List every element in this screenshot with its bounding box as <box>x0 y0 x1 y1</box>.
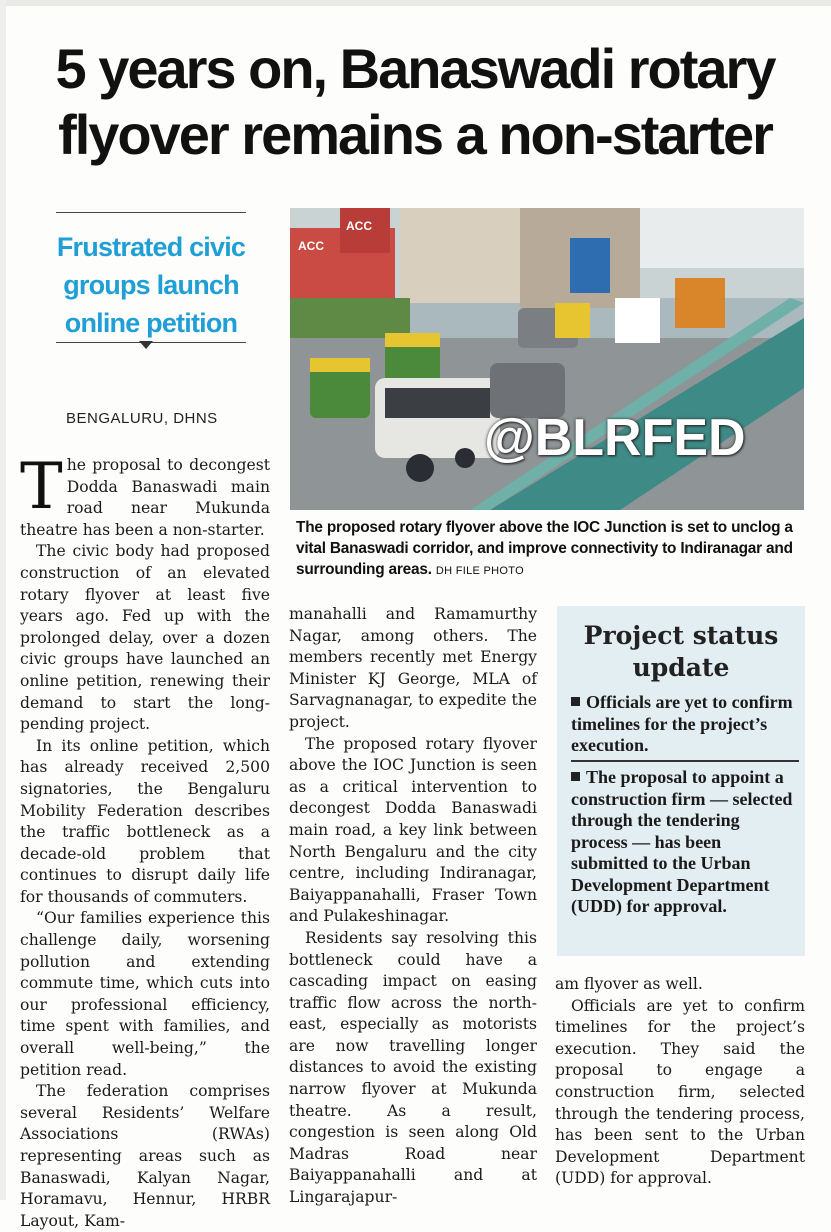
paragraph: Officials are yet to confirm timelines for the project’s execution. They said the proposal to engage a construction firm, selected through the tendering process, has been sent to the Urban Development Department (UDD) for approval. <box>555 996 805 1188</box>
project-status-box <box>557 606 805 956</box>
dropcap: T <box>20 450 63 524</box>
photo-caption <box>296 517 808 582</box>
photo-credit: DH FILE PHOTO <box>435 565 524 577</box>
status-item-1 <box>571 692 797 757</box>
kicker: Frustrated civic groups launch online petition <box>56 232 246 338</box>
article-column-2 <box>289 604 537 1209</box>
dateline: BENGALURU, DHNS <box>66 410 218 427</box>
kicker-box <box>56 212 252 362</box>
paragraph: The federation comprises several Residents’ Welfare Associations (RWAs) representing areas such as Banaswadi, Kalyan Nagar, Horamavu, Hennur, HRBR Layout, Kam- <box>20 1082 270 1230</box>
paragraph: Residents say resolving this bottleneck could have a cascading impact on easing traffic flow across the north-east, especially as motorists are now travelling longer distances to avoid the existing narrow flyover at Mukunda theatre. As a result, congestion is seen along Old Madras Road near Baiyappanahalli and at Lingarajapur- <box>289 928 537 1207</box>
status-box-title: Project status update <box>583 621 779 682</box>
paragraph-text: he proposal to decongest Dodda Banaswadi main road near Mukunda theatre has been a non-starter. <box>20 456 270 539</box>
paragraph: “Our families experience this challenge daily, worsening pollution and extending commute time, which cuts into our professional efficiency, time spent with families, and overall well-being,” the petition read. <box>20 909 270 1079</box>
watermark: @BLRFED <box>484 409 746 467</box>
paragraph: manahalli and Ramamurthy Nagar, among others. The members recently met Energy Minister KJ George, MLA of Sarvagnanagar, to expedite the project. <box>289 605 537 731</box>
article-column-3 <box>555 974 805 1190</box>
paragraph: In its online petition, which has already received 2,500 signatories, the Bengaluru Mobility Federation describes the traffic bottleneck as a decade-old problem that continues to disrupt daily life for thousands of commuters. <box>20 736 270 906</box>
status-divider <box>571 760 799 762</box>
caption-text: The proposed rotary flyover above the IOC Junction is set to unclog a vital Banaswadi corridor, and improve connectivity to Indiranagar and surrounding areas. <box>296 519 793 578</box>
paragraph: The proposed rotary flyover above the IOC Junction is seen as a critical intervention to decongest Dodda Banaswadi main road, a key link between North Bengaluru and the city centre, including Indiranagar, Baiyappanahalli, Fraser Town and Pulakeshinagar. <box>289 734 537 926</box>
bullet-square-icon <box>571 697 580 706</box>
paragraph: The civic body had proposed construction of an elevated rotary flyover at least five years ago. Fed up with the prolonged delay, over a dozen civic groups have launched an online petition, renewing their demand to start the long-pending project. <box>20 542 270 734</box>
status-item-text: The proposal to appoint a construction firm — selected through the tendering process — has been submitted to the Urban Development Department (UDD) for approval. <box>571 767 793 916</box>
kicker-rule-top <box>56 212 246 213</box>
article-column-1 <box>20 450 270 1232</box>
headline: 5 years on, Banaswadi rotary flyover remains a non-starter <box>55 37 775 166</box>
bullet-square-icon <box>571 772 580 781</box>
status-item-text: Officials are yet to confirm timelines for the project’s execution. <box>571 692 793 755</box>
status-item-2 <box>571 767 797 918</box>
kicker-arrow-icon <box>139 341 153 349</box>
page-edge-left <box>0 0 6 1200</box>
paragraph <box>20 450 270 541</box>
sign-text: ACC <box>298 239 324 253</box>
news-photo <box>290 208 804 510</box>
page-edge-top <box>0 0 831 6</box>
sign-text: ACC <box>346 219 372 233</box>
paragraph: am flyover as well. <box>555 975 703 993</box>
